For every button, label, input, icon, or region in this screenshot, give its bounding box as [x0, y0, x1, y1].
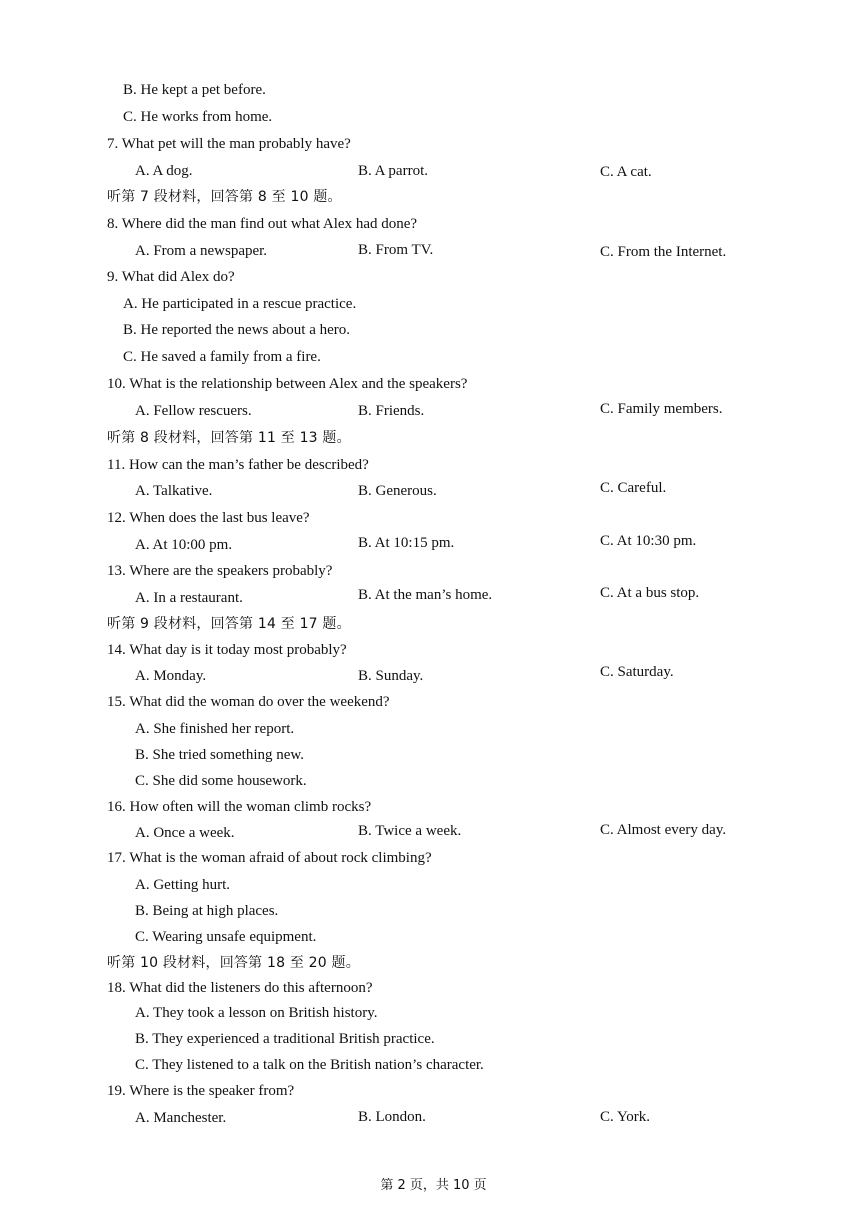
question-18: 18. What did the listeners do this afternoon? — [107, 980, 373, 996]
option-6c: C. He works from home. — [123, 109, 273, 125]
option-19a: A. Manchester. — [135, 1110, 227, 1126]
option-16b: B. Twice a week. — [358, 823, 462, 839]
page-number-footer: 第 2 页，共 10 页 — [380, 1178, 487, 1193]
question-7: 7. What pet will the man probably have? — [107, 136, 351, 152]
option-8b: B. From TV. — [358, 242, 434, 258]
option-16a: A. Once a week. — [135, 825, 235, 841]
option-13c: C. At a bus stop. — [600, 585, 700, 601]
option-19b: B. London. — [358, 1109, 426, 1125]
section-heading-8: 听第 8 段材料，回答第 11 至 13 题。 — [107, 430, 351, 446]
option-18b: B. They experienced a traditional British practice. — [135, 1031, 435, 1047]
question-11: 11. How can the man’s father be described? — [107, 457, 369, 473]
option-17b: B. Being at high places. — [135, 903, 279, 919]
option-15c: C. She did some housework. — [135, 773, 307, 789]
question-14: 14. What day is it today most probably? — [107, 642, 347, 658]
option-14c: C. Saturday. — [600, 664, 674, 680]
option-18c: C. They listened to a talk on the British nation’s character. — [135, 1057, 484, 1073]
option-7c: C. A cat. — [600, 164, 652, 180]
option-15a: A. She finished her report. — [135, 721, 295, 737]
option-12c: C. At 10:30 pm. — [600, 533, 697, 549]
option-7a: A. A dog. — [135, 163, 193, 179]
option-9b: B. He reported the news about a hero. — [123, 322, 351, 338]
option-10a: A. Fellow rescuers. — [135, 403, 252, 419]
option-8c: C. From the Internet. — [600, 244, 727, 260]
option-10b: B. Friends. — [358, 403, 425, 419]
option-7b: B. A parrot. — [358, 163, 428, 179]
option-18a: A. They took a lesson on British history. — [135, 1005, 378, 1021]
option-6b: B. He kept a pet before. — [123, 82, 266, 98]
section-heading-10: 听第 10 段材料，回答第 18 至 20 题。 — [107, 955, 360, 971]
section-heading-7: 听第 7 段材料，回答第 8 至 10 题。 — [107, 189, 342, 205]
option-11b: B. Generous. — [358, 483, 437, 499]
option-16c: C. Almost every day. — [600, 822, 727, 838]
option-10c: C. Family members. — [600, 401, 723, 417]
option-19c: C. York. — [600, 1109, 651, 1125]
question-13: 13. Where are the speakers probably? — [107, 563, 333, 579]
option-9c: C. He saved a family from a fire. — [123, 349, 321, 365]
question-12: 12. When does the last bus leave? — [107, 510, 310, 526]
question-19: 19. Where is the speaker from? — [107, 1083, 295, 1099]
option-14a: A. Monday. — [135, 668, 207, 684]
section-heading-9: 听第 9 段材料，回答第 14 至 17 题。 — [107, 616, 351, 632]
option-17c: C. Wearing unsafe equipment. — [135, 929, 317, 945]
option-12a: A. At 10:00 pm. — [135, 537, 233, 553]
option-11a: A. Talkative. — [135, 483, 213, 499]
option-13b: B. At the man’s home. — [358, 587, 493, 603]
option-11c: C. Careful. — [600, 480, 667, 496]
option-14b: B. Sunday. — [358, 668, 424, 684]
question-9: 9. What did Alex do? — [107, 269, 235, 285]
question-8: 8. Where did the man find out what Alex had done? — [107, 216, 418, 232]
option-17a: A. Getting hurt. — [135, 877, 230, 893]
question-15: 15. What did the woman do over the weekend? — [107, 694, 390, 710]
option-15b: B. She tried something new. — [135, 747, 305, 763]
option-13a: A. In a restaurant. — [135, 590, 243, 606]
option-8a: A. From a newspaper. — [135, 243, 268, 259]
question-16: 16. How often will the woman climb rocks? — [107, 799, 372, 815]
question-17: 17. What is the woman afraid of about rock climbing? — [107, 850, 432, 866]
option-12b: B. At 10:15 pm. — [358, 535, 455, 551]
option-9a: A. He participated in a rescue practice. — [123, 296, 357, 312]
question-10: 10. What is the relationship between Alex and the speakers? — [107, 376, 468, 392]
